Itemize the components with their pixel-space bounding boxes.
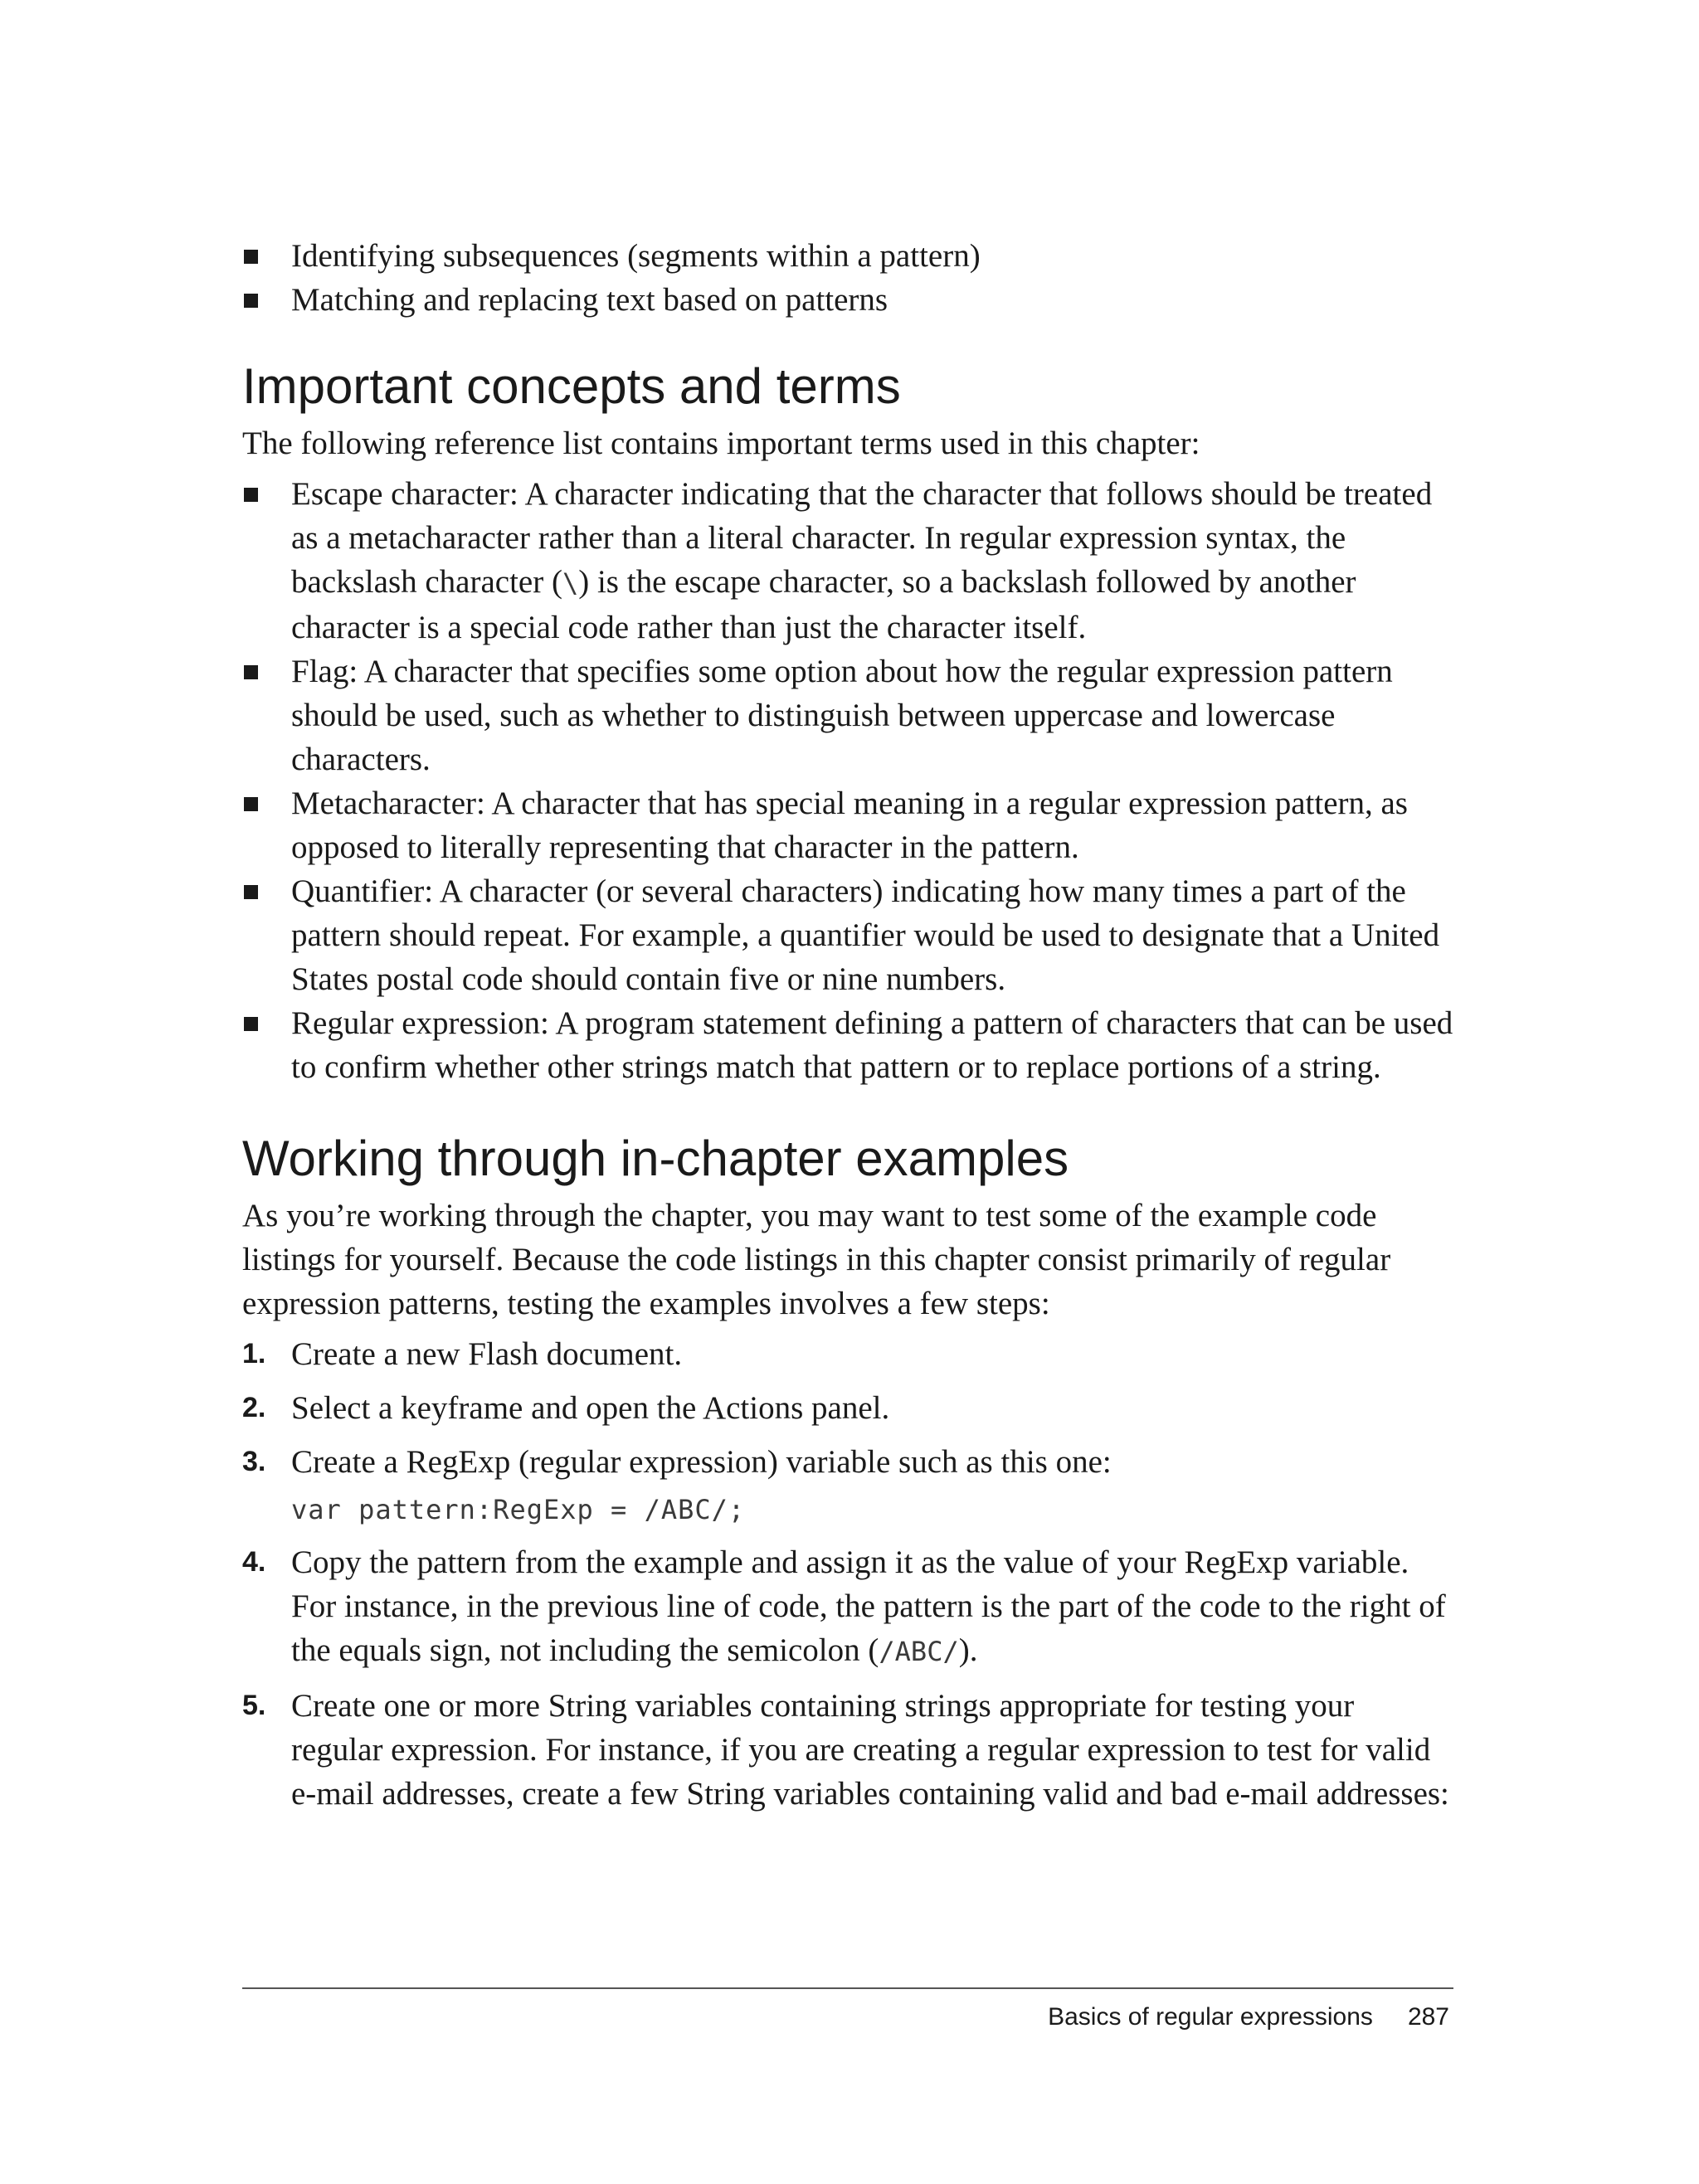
term-metacharacter: Metacharacter: A character that has special meaning in a regular expression pattern, as opposed to literally representing that character in the pattern. [291,786,1408,865]
list-item [242,472,1453,649]
term-regular-expression: Regular expression: A program statement defining a pattern of characters that can be used to confirm whether other strings match that pattern or to replace portions of a string. [291,1005,1453,1085]
inline-code-backslash: \ [562,567,579,599]
list-item-text: Identifying subsequences (segments within a pattern) [291,238,981,274]
page-number: 287 [1407,2003,1449,2031]
examples-intro: As you’re working through the chapter, you may want to test some of the example code listings for yourself. Because the code listings in this chapter consist primarily of regular expression patterns, testing the examples involves a few steps: [242,1198,1391,1321]
code-sample: var pattern:RegExp = /ABC/; [291,1494,746,1525]
list-item [242,869,1453,1001]
step-text: Create one or more String variables containing strings appropriate for testing your regular expression. For instance, if you are creating a regular expression to test for valid e-mail addresses, create a few String variables containing valid and bad e-mail addresses: [291,1688,1449,1812]
page-content [242,234,1453,1826]
footer-divider [242,1987,1453,1989]
list-item [242,234,1453,278]
concepts-list [242,472,1453,1089]
step-text-before: Copy the pattern from the example and assign it as the value of your RegExp variable. For instance, in the previous line of code, the pattern is the part of the code to the right of the equals sign, not including the semicolon ( [291,1544,1446,1668]
step-item [242,1386,1453,1430]
step-text: Create a new Flash document. [291,1336,683,1372]
steps-list [242,1332,1453,1816]
square-bullet-icon [244,488,258,502]
list-item [242,649,1453,781]
term-escape-after: ) is the escape character, so a backslash followed by another character is a special code rather than just the character itself. [291,564,1356,645]
term-escape-before: Escape character: A character indicating that the character that follows should be treated as a metacharacter rather than a literal character. In regular expression syntax, the backslash character ( [291,476,1433,600]
step-text: Create a RegExp (regular expression) variable such as this one: [291,1444,1112,1480]
step-item [242,1684,1453,1816]
step-number: 5. [242,1690,266,1721]
step-number: 4. [242,1546,266,1578]
list-item [242,278,1453,322]
step-text: Select a keyframe and open the Actions panel. [291,1390,890,1426]
term-quantifier: Quantifier: A character (or several characters) indicating how many times a part of the pattern should repeat. For example, a quantifier would be used to designate that a United States postal code should contain five or nine numbers. [291,873,1440,997]
square-bullet-icon [244,1017,258,1031]
square-bullet-icon [244,797,258,811]
list-item [242,1001,1453,1089]
square-bullet-icon [244,665,258,679]
section-heading-examples: Working through in-chapter examples [242,1131,1069,1186]
inline-code-pattern: /ABC/ [879,1636,959,1667]
step-number: 2. [242,1392,266,1423]
square-bullet-icon [244,885,258,899]
step-number: 1. [242,1338,266,1369]
footer-section-title: Basics of regular expressions [1048,2003,1373,2031]
step-number: 3. [242,1446,266,1477]
list-item-text: Matching and replacing text based on patterns [291,282,888,318]
top-bullet-list [242,234,1453,322]
section-heading-concepts: Important concepts and terms [242,358,901,414]
term-flag: Flag: A character that specifies some option about how the regular expression pattern should be used, such as whether to distinguish between uppercase and lowercase characters. [291,654,1393,777]
step-item [242,1440,1453,1530]
square-bullet-icon [244,294,258,308]
concepts-intro: The following reference list contains important terms used in this chapter: [242,426,1200,461]
step-text-after: ). [958,1632,978,1668]
list-item [242,781,1453,869]
step-item [242,1332,1453,1376]
page-footer [242,2001,1449,2034]
square-bullet-icon [244,250,258,264]
step-item [242,1540,1453,1674]
